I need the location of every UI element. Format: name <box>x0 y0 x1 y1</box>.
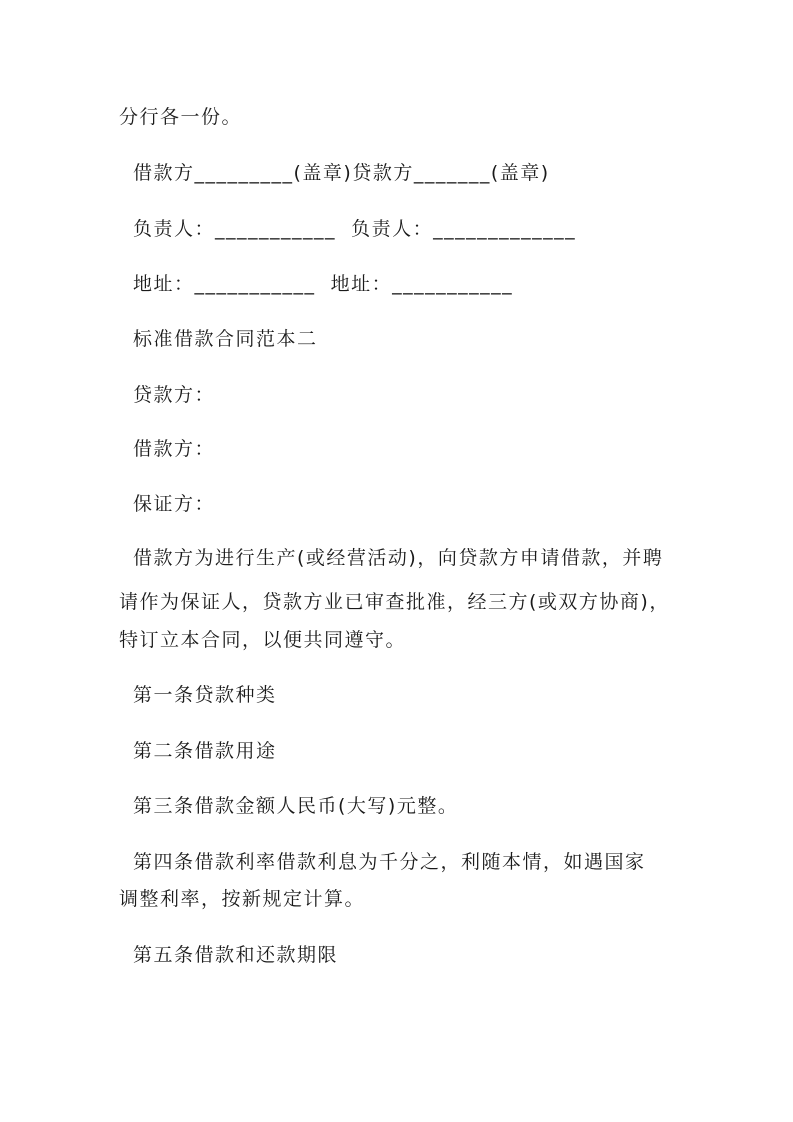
text-line-continuation: 分行各一份。 <box>119 106 243 128</box>
section-title: 标准借款合同范本二 <box>133 328 318 350</box>
signature-line-responsible: 负责人：___________ 负责人：_____________ <box>133 218 577 240</box>
clause-heading: 第二条借款用途 <box>133 740 277 762</box>
paragraph-line: 借款方为进行生产(或经营活动)，向贷款方申请借款，并聘 <box>133 547 664 569</box>
paragraph-line: 请作为保证人，贷款方业已审查批准，经三方(或双方协商)， <box>119 591 670 613</box>
signature-line-parties: 借款方_________(盖章)贷款方_______(盖章) <box>133 162 550 184</box>
borrower-field: 借款方： <box>133 438 216 460</box>
guarantor-field: 保证方： <box>133 493 216 515</box>
lender-field: 贷款方： <box>133 384 216 406</box>
clause-heading: 第五条借款和还款期限 <box>133 944 339 966</box>
clause-heading: 第三条借款金额人民币(大写)元整。 <box>133 795 459 817</box>
paragraph-line: 特订立本合同，以便共同遵守。 <box>119 629 407 651</box>
signature-line-address: 地址：___________ 地址：___________ <box>133 273 514 295</box>
clause-line: 第四条借款利率借款利息为千分之，利随本情，如遇国家 <box>133 851 646 873</box>
clause-line: 调整利率，按新规定计算。 <box>119 888 366 910</box>
clause-heading: 第一条贷款种类 <box>133 684 277 706</box>
